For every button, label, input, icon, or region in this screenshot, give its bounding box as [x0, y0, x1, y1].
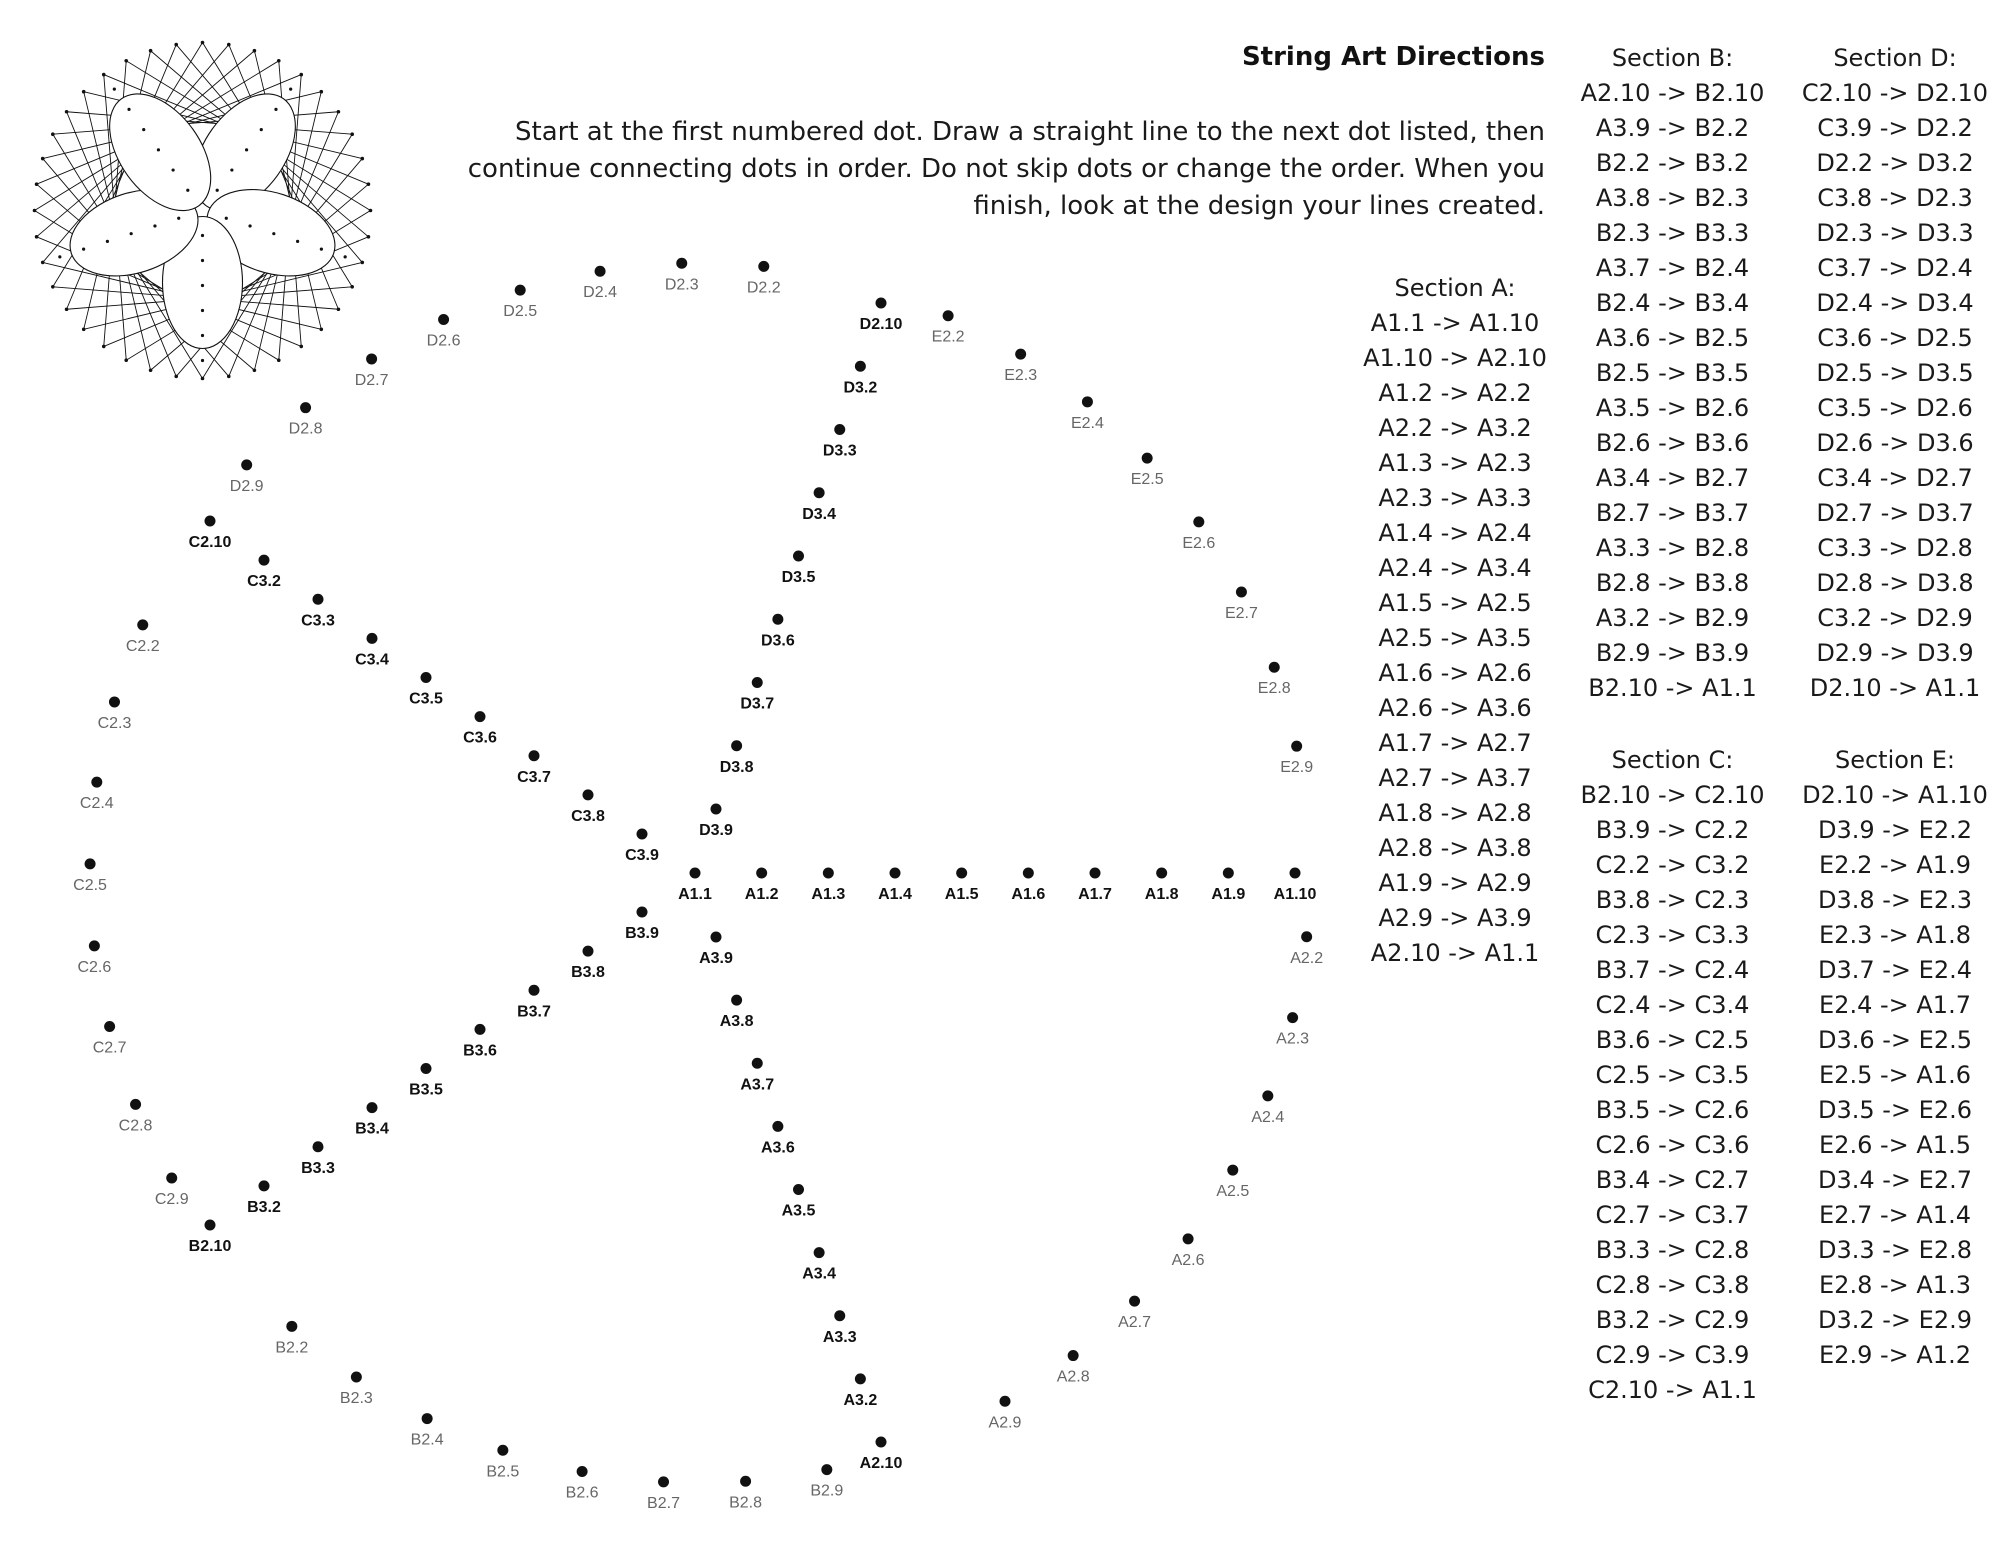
dot-marker — [890, 868, 901, 879]
dot-marker — [583, 946, 594, 957]
section-a-line: A2.6 -> A3.6 — [1378, 694, 1532, 722]
dot-marker — [367, 1102, 378, 1113]
dot-label: E2.4 — [1070, 414, 1104, 432]
section-c-line: B3.5 -> C2.6 — [1595, 1096, 1750, 1124]
dot-marker — [821, 1464, 832, 1475]
dot-marker — [583, 789, 594, 800]
dot-label: C2.10 — [188, 534, 232, 551]
section-d-line: C3.8 -> D2.3 — [1817, 184, 1973, 212]
dot-label: A1.4 — [878, 886, 912, 903]
dot-marker — [166, 1173, 177, 1184]
section-d-line: C3.5 -> D2.6 — [1817, 394, 1973, 422]
dot-label: A2.4 — [1251, 1108, 1285, 1126]
dot-label: D3.3 — [822, 442, 857, 460]
section-a-line: A1.5 -> A2.5 — [1378, 589, 1532, 617]
dot-marker — [1262, 1090, 1273, 1101]
dot-label: A3.9 — [699, 950, 733, 967]
section-b-line: A3.8 -> B2.3 — [1595, 184, 1750, 212]
dot-label: B2.6 — [565, 1484, 599, 1502]
section-b-line: B2.4 -> B3.4 — [1595, 289, 1750, 317]
section-c-line: B3.2 -> C2.9 — [1595, 1306, 1750, 1334]
dot-marker — [89, 940, 100, 951]
dot-label: A1.8 — [1144, 886, 1179, 903]
dot-marker — [758, 261, 769, 272]
section-c-line: C2.10 -> A1.1 — [1588, 1376, 1757, 1404]
dot-marker — [1236, 587, 1247, 598]
dot-label: A2.6 — [1171, 1251, 1205, 1269]
section-c-line: B3.4 -> C2.7 — [1595, 1166, 1750, 1194]
dot-marker — [814, 487, 825, 498]
dot-marker — [205, 1220, 216, 1231]
dot-label: C2.7 — [92, 1039, 127, 1057]
dot-label: A2.3 — [1276, 1030, 1310, 1048]
dot-marker — [1301, 931, 1312, 942]
section-b-line: B2.9 -> B3.9 — [1595, 639, 1750, 667]
section-e-list — [1790, 743, 2000, 1373]
section-e-line: D3.6 -> E2.5 — [1817, 1026, 1972, 1054]
section-b-line: A3.6 -> B2.5 — [1595, 324, 1750, 352]
dot-label: B2.5 — [486, 1463, 520, 1481]
dot-marker — [1290, 868, 1301, 879]
dot-marker — [793, 1184, 804, 1195]
dot-label: A3.8 — [719, 1013, 754, 1031]
section-c-line: B3.6 -> C2.5 — [1595, 1026, 1750, 1054]
dot-marker — [1269, 662, 1280, 673]
dot-label: D3.5 — [781, 569, 816, 586]
dot-marker — [1156, 868, 1167, 879]
dot-marker — [772, 614, 783, 625]
dot-marker — [438, 314, 449, 325]
section-a-line: A2.7 -> A3.7 — [1378, 764, 1532, 792]
section-a-line: A2.5 -> A3.5 — [1378, 624, 1532, 652]
dot-marker — [286, 1321, 297, 1332]
dot-label: A3.7 — [740, 1076, 775, 1094]
dot-label: D3.7 — [740, 695, 775, 713]
section-a-line: A2.2 -> A3.2 — [1378, 414, 1532, 442]
dot-marker — [876, 1437, 887, 1448]
section-a-line: A1.8 -> A2.8 — [1378, 799, 1532, 827]
section-b-line: B2.5 -> B3.5 — [1595, 359, 1750, 387]
section-d-line: D2.6 -> D3.6 — [1816, 429, 1974, 457]
section-d-line: D2.4 -> D3.4 — [1816, 289, 1974, 317]
page-title: String Art Directions — [1241, 42, 1545, 72]
dot-label: E2.2 — [931, 328, 965, 346]
dot-label: E2.5 — [1130, 471, 1164, 489]
dot-marker — [577, 1466, 588, 1477]
dot-label: B2.8 — [729, 1494, 763, 1512]
dot-marker — [1090, 868, 1101, 879]
dot-label: A1.6 — [1011, 886, 1046, 903]
section-d-line: C3.9 -> D2.2 — [1817, 114, 1973, 142]
section-c-line: B2.10 -> C2.10 — [1580, 781, 1765, 809]
section-a-line: A2.10 -> A1.1 — [1370, 939, 1540, 967]
dot-label: E2.9 — [1280, 759, 1314, 777]
section-a-list — [1350, 271, 1560, 971]
dot-marker — [104, 1021, 115, 1032]
dot-marker — [109, 696, 120, 707]
dot-marker — [637, 907, 648, 918]
section-b-line: B2.8 -> B3.8 — [1595, 569, 1750, 597]
section-c-line: B3.9 -> C2.2 — [1595, 816, 1750, 844]
dot-marker — [91, 777, 102, 788]
dot-label: D3.2 — [843, 379, 878, 397]
dot-label: C3.6 — [463, 729, 497, 747]
dot-marker — [313, 594, 324, 605]
dot-marker — [137, 619, 148, 630]
section-d-line: D2.2 -> D3.2 — [1816, 149, 1974, 177]
section-e-line: D3.4 -> E2.7 — [1817, 1166, 1972, 1194]
dot-marker — [752, 677, 763, 688]
section-c-line: C2.4 -> C3.4 — [1595, 991, 1750, 1019]
dot-marker — [366, 353, 377, 364]
dot-label: A3.5 — [781, 1202, 816, 1220]
dot-marker — [772, 1121, 783, 1132]
section-e-line: D3.2 -> E2.9 — [1817, 1306, 1972, 1334]
dot-label: B2.10 — [188, 1238, 232, 1255]
dot-marker — [241, 459, 252, 470]
section-d-header: Section D: — [1833, 44, 1957, 72]
section-b-line: B2.6 -> B3.6 — [1595, 429, 1750, 457]
section-c-line: B3.8 -> C2.3 — [1595, 886, 1750, 914]
dot-label: A1.9 — [1211, 886, 1246, 903]
section-e-line: E2.9 -> A1.2 — [1819, 1341, 1971, 1369]
dot-marker — [834, 1310, 845, 1321]
dot-label: A2.5 — [1216, 1183, 1250, 1201]
dot-marker — [475, 711, 486, 722]
section-a-line: A2.3 -> A3.3 — [1378, 484, 1532, 512]
section-b-line: A3.3 -> B2.8 — [1595, 534, 1750, 562]
dot-label: A3.4 — [802, 1265, 837, 1283]
dot-label: C2.9 — [154, 1191, 189, 1208]
section-c-line: C2.6 -> C3.6 — [1595, 1131, 1750, 1159]
dot-label: A3.3 — [822, 1328, 857, 1346]
dot-label: D2.9 — [229, 477, 264, 495]
section-c-line: C2.3 -> C3.3 — [1595, 921, 1750, 949]
dot-marker — [1287, 1012, 1298, 1023]
section-c-line: B3.3 -> C2.8 — [1595, 1236, 1750, 1264]
dot-marker — [1193, 516, 1204, 527]
dot-marker — [515, 285, 526, 296]
dot-label: A3.6 — [760, 1139, 795, 1157]
section-d-line: D2.7 -> D3.7 — [1816, 499, 1974, 527]
section-c-line: C2.9 -> C3.9 — [1595, 1341, 1750, 1369]
section-d-line: D2.9 -> D3.9 — [1816, 639, 1974, 667]
dot-marker — [259, 555, 270, 566]
dot-label: B2.9 — [810, 1482, 844, 1500]
section-a-line: A1.1 -> A1.10 — [1370, 309, 1540, 337]
dot-label: A2.7 — [1118, 1314, 1152, 1332]
section-b-line: B2.3 -> B3.3 — [1595, 219, 1750, 247]
dot-marker — [1183, 1233, 1194, 1244]
dot-label: A3.2 — [843, 1391, 878, 1409]
section-d-line: C2.10 -> D2.10 — [1801, 79, 1989, 107]
section-a-line: A2.9 -> A3.9 — [1378, 904, 1532, 932]
section-e-line: D3.9 -> E2.2 — [1817, 816, 1972, 844]
dot-marker — [1023, 868, 1034, 879]
dot-marker — [130, 1099, 141, 1110]
dot-marker — [85, 858, 96, 869]
section-d-line: D2.10 -> A1.1 — [1809, 674, 1981, 702]
section-e-line: E2.6 -> A1.5 — [1819, 1131, 1971, 1159]
dot-label: D2.7 — [354, 371, 389, 389]
dot-label: A2.9 — [988, 1414, 1022, 1432]
dot-marker — [205, 516, 216, 527]
dot-label: C2.5 — [73, 876, 107, 894]
dot-marker — [855, 1373, 866, 1384]
section-d-line: C3.6 -> D2.5 — [1817, 324, 1973, 352]
section-e-line: D2.10 -> A1.10 — [1802, 781, 1988, 809]
dot-label: D3.4 — [802, 505, 837, 523]
dot-label: B3.9 — [625, 925, 659, 942]
dot-marker — [351, 1372, 362, 1383]
dot-marker — [956, 868, 967, 879]
section-d-line: C3.7 -> D2.4 — [1817, 254, 1973, 282]
dots-layer — [73, 258, 1323, 1512]
dot-marker — [1129, 1296, 1140, 1307]
dot-marker — [259, 1180, 270, 1191]
dot-label: D2.6 — [426, 332, 461, 350]
dot-marker — [475, 1024, 486, 1035]
dot-marker — [690, 868, 701, 879]
dot-marker — [731, 740, 742, 751]
dot-label: D2.8 — [288, 420, 323, 438]
dot-label: D2.5 — [503, 303, 538, 321]
section-d-line: C3.3 -> D2.8 — [1817, 534, 1973, 562]
dot-marker — [740, 1476, 751, 1487]
dot-marker — [658, 1476, 669, 1487]
dot-marker — [711, 932, 722, 943]
section-d-line: C3.4 -> D2.7 — [1817, 464, 1973, 492]
section-a-header: Section A: — [1394, 274, 1516, 302]
section-c-line: B3.7 -> C2.4 — [1595, 956, 1750, 984]
dot-marker — [422, 1413, 433, 1424]
dot-label: C3.4 — [355, 651, 389, 669]
dot-marker — [529, 750, 540, 761]
dot-label: E2.7 — [1224, 605, 1258, 623]
dot-marker — [676, 258, 687, 269]
section-e-line: E2.4 -> A1.7 — [1819, 991, 1971, 1019]
section-e-line: D3.7 -> E2.4 — [1817, 956, 1972, 984]
dot-label: A1.7 — [1078, 886, 1112, 903]
dot-label: A1.1 — [678, 886, 712, 903]
dot-label: B2.7 — [647, 1494, 680, 1512]
section-c-line: C2.8 -> C3.8 — [1595, 1271, 1750, 1299]
dot-label: C2.6 — [77, 958, 112, 976]
section-e-header: Section E: — [1834, 746, 1956, 774]
dot-label: B2.3 — [339, 1390, 373, 1408]
dot-label: D2.4 — [583, 284, 617, 302]
section-c-line: C2.5 -> C3.5 — [1595, 1061, 1750, 1089]
dot-label: B3.6 — [463, 1042, 497, 1060]
dot-label: A1.5 — [944, 886, 979, 903]
section-c-list — [1565, 743, 1780, 1408]
dot-marker — [711, 804, 722, 815]
dot-label: E2.6 — [1182, 534, 1216, 552]
section-c-line: C2.2 -> C3.2 — [1595, 851, 1750, 879]
dot-label: C3.5 — [409, 690, 443, 708]
dot-label: E2.8 — [1257, 680, 1291, 698]
section-b-line: A2.10 -> B2.10 — [1580, 79, 1765, 107]
dot-label: A2.8 — [1056, 1368, 1090, 1386]
dot-marker — [313, 1141, 324, 1152]
dot-marker — [1015, 349, 1026, 360]
dot-marker — [834, 424, 845, 435]
dot-label: C2.4 — [79, 795, 114, 813]
dot-marker — [793, 551, 804, 562]
dot-label: B3.7 — [517, 1003, 551, 1021]
dot-marker — [1291, 741, 1302, 752]
section-b-line: A3.2 -> B2.9 — [1595, 604, 1750, 632]
dot-marker — [1000, 1396, 1011, 1407]
section-e-line: E2.5 -> A1.6 — [1819, 1061, 1971, 1089]
dot-marker — [637, 829, 648, 840]
section-e-line: E2.3 -> A1.8 — [1819, 921, 1971, 949]
section-d-line: D2.3 -> D3.3 — [1816, 219, 1974, 247]
dot-label: D2.2 — [746, 279, 781, 297]
section-b-line: B2.2 -> B3.2 — [1595, 149, 1750, 177]
dot-label: A1.10 — [1273, 886, 1317, 903]
section-b-line: A3.7 -> B2.4 — [1595, 254, 1750, 282]
dot-marker — [1142, 453, 1153, 464]
dot-label: A2.2 — [1290, 949, 1324, 967]
dot-marker — [421, 672, 432, 683]
dot-marker — [367, 633, 378, 644]
dot-label: C3.3 — [301, 612, 335, 630]
dot-label: B3.4 — [355, 1120, 389, 1138]
section-d-line: C3.2 -> D2.9 — [1817, 604, 1973, 632]
section-b-line: B2.7 -> B3.7 — [1595, 499, 1750, 527]
dot-marker — [823, 868, 834, 879]
dot-label: D2.3 — [664, 276, 699, 294]
section-b-line: B2.10 -> A1.1 — [1588, 674, 1757, 702]
dot-marker — [300, 402, 311, 413]
section-a-line: A1.7 -> A2.7 — [1378, 729, 1532, 757]
dot-marker — [814, 1247, 825, 1258]
dot-label: D3.6 — [760, 632, 795, 650]
dot-label: D3.8 — [719, 758, 754, 776]
section-a-line: A1.9 -> A2.9 — [1378, 869, 1532, 897]
section-e-line: D3.8 -> E2.3 — [1817, 886, 1972, 914]
section-a-line: A2.4 -> A3.4 — [1378, 554, 1532, 582]
dot-label: C3.8 — [571, 807, 605, 825]
dot-label: C3.7 — [517, 768, 551, 786]
section-b-list — [1565, 41, 1780, 706]
dot-label: A2.10 — [859, 1455, 903, 1472]
section-e-line: E2.8 -> A1.3 — [1819, 1271, 1971, 1299]
dot-label: B3.8 — [571, 964, 605, 982]
dot-label: D3.9 — [699, 822, 733, 839]
dot-label: B2.2 — [275, 1339, 309, 1357]
section-d-list — [1790, 41, 2000, 706]
section-b-line: A3.4 -> B2.7 — [1595, 464, 1750, 492]
dot-marker — [497, 1445, 508, 1456]
section-b-line: A3.5 -> B2.6 — [1595, 394, 1750, 422]
dot-label: A1.2 — [744, 886, 779, 903]
section-e-line: E2.7 -> A1.4 — [1819, 1201, 1971, 1229]
dot-marker — [1082, 396, 1093, 407]
dot-label: C3.9 — [625, 847, 659, 864]
section-b-line: A3.9 -> B2.2 — [1595, 114, 1750, 142]
dot-label: B3.2 — [247, 1198, 281, 1216]
section-c-line: C2.7 -> C3.7 — [1595, 1201, 1750, 1229]
section-b-header: Section B: — [1611, 44, 1734, 72]
dot-marker — [595, 266, 606, 277]
dot-label: C3.2 — [247, 573, 281, 591]
dot-label: E2.3 — [1004, 367, 1038, 385]
dot-label: A1.3 — [811, 886, 846, 903]
dot-marker — [1223, 868, 1234, 879]
dot-marker — [421, 1063, 432, 1074]
section-d-line: D2.5 -> D3.5 — [1816, 359, 1974, 387]
section-a-line: A1.2 -> A2.2 — [1378, 379, 1532, 407]
section-c-header: Section C: — [1611, 746, 1734, 774]
instructions-text: Start at the first numbered dot. Draw a straight line to the next dot listed, then continue connecting dots in order. Do not skip dots or change the order. When you finish, look at the design your lines created. — [467, 117, 1545, 221]
dot-label: B2.4 — [410, 1431, 444, 1449]
section-a-line: A1.10 -> A2.10 — [1363, 344, 1547, 372]
dot-label: C2.2 — [125, 637, 160, 655]
dot-marker — [876, 298, 887, 309]
section-e-line: D3.5 -> E2.6 — [1817, 1096, 1972, 1124]
dot-marker — [752, 1058, 763, 1069]
dot-label: B3.5 — [409, 1081, 443, 1099]
section-e-line: E2.2 -> A1.9 — [1819, 851, 1971, 879]
section-d-line: D2.8 -> D3.8 — [1816, 569, 1974, 597]
dot-marker — [1227, 1165, 1238, 1176]
section-a-line: A2.8 -> A3.8 — [1378, 834, 1532, 862]
section-a-line: A1.6 -> A2.6 — [1378, 659, 1532, 687]
dot-label: C2.3 — [97, 714, 132, 732]
dot-marker — [1068, 1350, 1079, 1361]
dot-marker — [756, 868, 767, 879]
dot-marker — [731, 995, 742, 1006]
section-e-line: D3.3 -> E2.8 — [1817, 1236, 1972, 1264]
dot-marker — [529, 985, 540, 996]
section-a-line: A1.4 -> A2.4 — [1378, 519, 1532, 547]
dot-label: D2.10 — [859, 316, 903, 333]
section-a-line: A1.3 -> A2.3 — [1378, 449, 1532, 477]
dot-label: C2.8 — [118, 1117, 153, 1135]
dot-marker — [943, 310, 954, 321]
dot-label: B3.3 — [301, 1159, 335, 1177]
dot-marker — [855, 361, 866, 372]
